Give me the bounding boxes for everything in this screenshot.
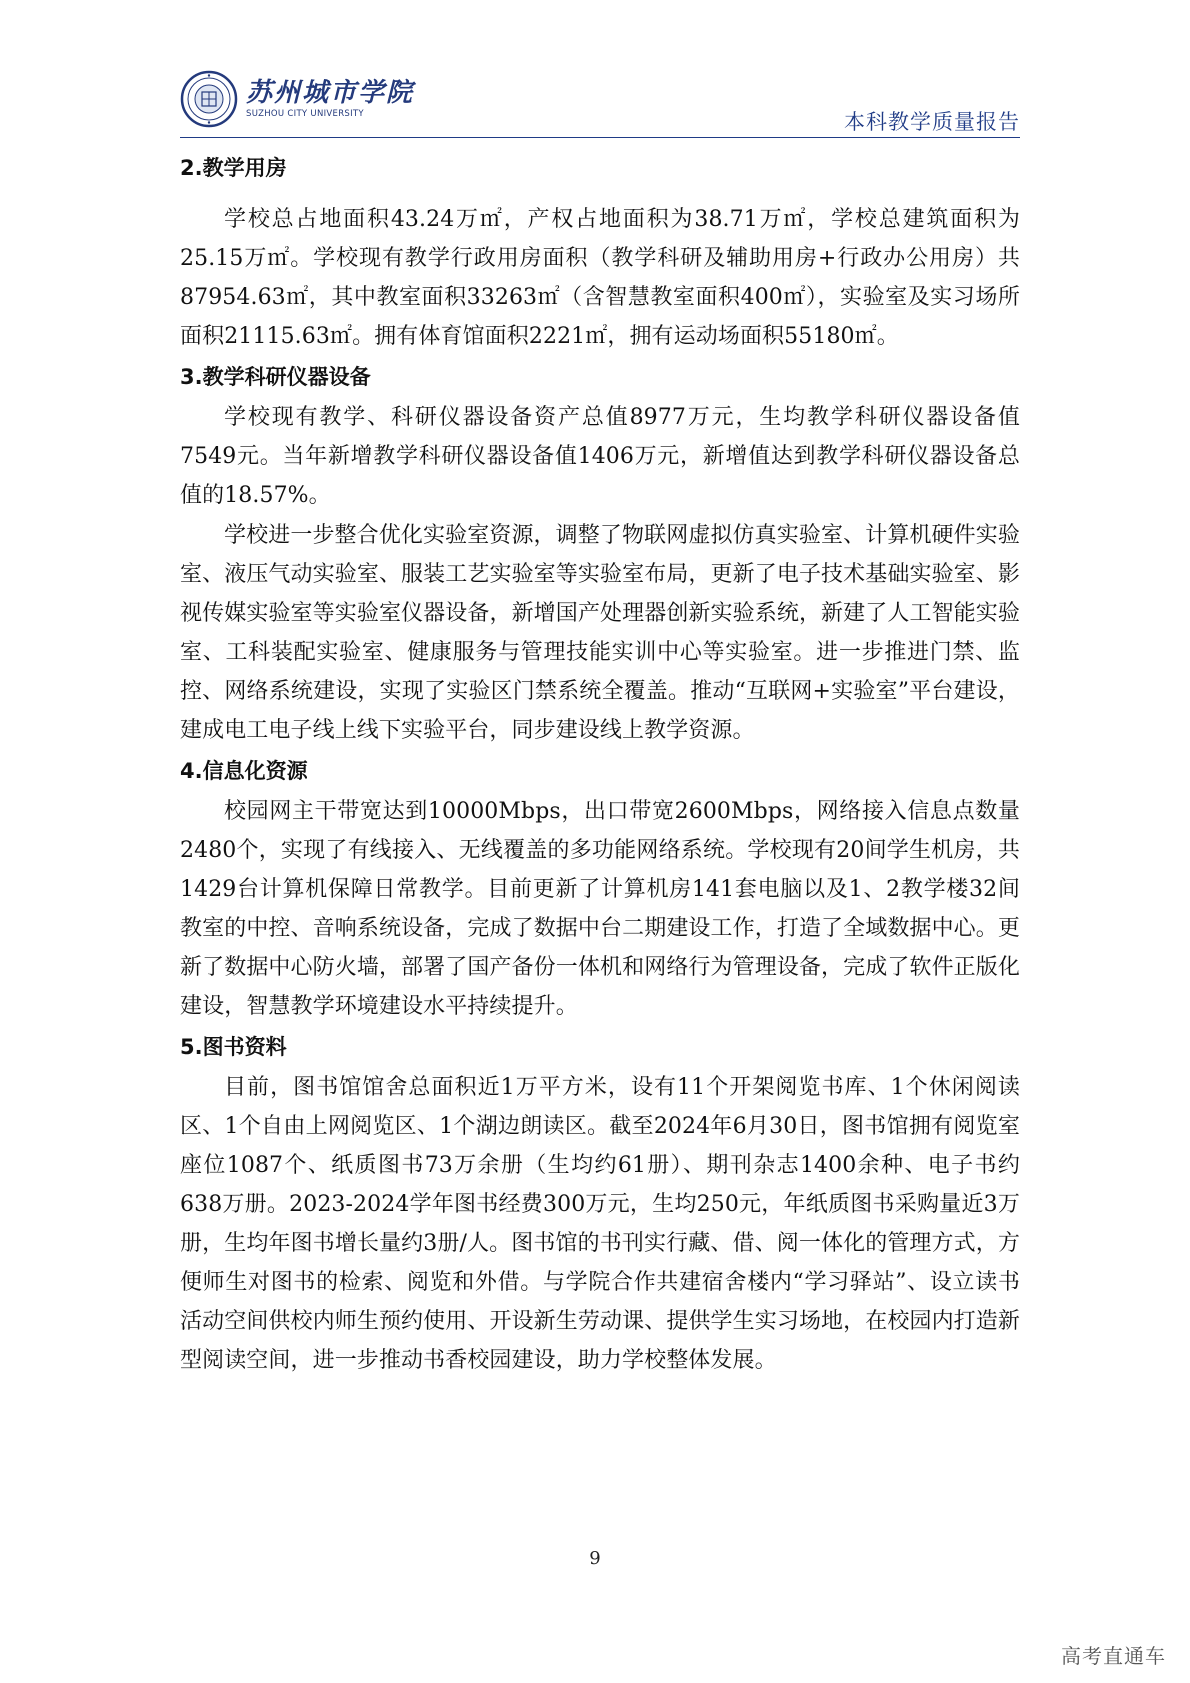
- section-title: 2.教学用房: [180, 156, 287, 180]
- paragraph: 学校进一步整合优化实验室资源，调整了物联网虚拟仿真实验室、计算机硬件实验室、液压气动实验室、服装工艺实验室等实验室布局，更新了电子技术基础实验室、影视传媒实验室等实验室仪器设备，新增国产处理器创新实验系统，新建了人工智能实验室、工科装配实验室、健康服务与管理技能实训中心等实验室。进一步推进门禁、监控、网络系统建设，实现了实验区门禁系统全覆盖。推动“互联网+实验室”平台建设，建成电工电子线上线下实验平台，同步建设线上教学资源。: [180, 523, 1020, 743]
- logo-chinese-name: 苏州城市学院: [246, 78, 415, 108]
- section-title: 4.信息化资源: [180, 759, 308, 783]
- section-teaching-buildings: [180, 148, 1020, 356]
- section-title: 5.图书资料: [180, 1035, 287, 1059]
- page-body: [180, 148, 1020, 1381]
- page-number: 9: [589, 1548, 601, 1569]
- section-title: 3.教学科研仪器设备: [180, 365, 371, 389]
- university-logo: [180, 70, 414, 128]
- paragraph: 学校现有教学、科研仪器设备资产总值8977万元，生均教学科研仪器设备值7549元。当年新增教学科研仪器设备值1406万元，新增值达到教学科研仪器设备总值的18.57%。: [180, 405, 1020, 508]
- paragraph: 校园网主干带宽达到10000Mbps，出口带宽2600Mbps，网络接入信息点数量2480个，实现了有线接入、无线覆盖的多功能网络系统。学校现有20间学生机房，共1429台计算机保障日常教学。目前更新了计算机房141套电脑以及1、2教学楼32间教室的中控、音响系统设备，完成了数据中台二期建设工作，打造了全域数据中心。更新了数据中心防火墙，部署了国产备份一体机和网络行为管理设备，完成了软件正版化建设，智慧教学环境建设水平持续提升。: [180, 799, 1020, 1019]
- header-divider: [180, 137, 1020, 138]
- page-header: [180, 60, 1020, 138]
- university-seal-icon: [180, 70, 238, 128]
- watermark: 高考直通车: [1061, 1644, 1166, 1668]
- paragraph: 学校总占地面积43.24万㎡，产权占地面积为38.71万㎡，学校总建筑面积为25.15万㎡。学校现有教学行政用房面积（教学科研及辅助用房+行政办公用房）共87954.63㎡，其中教室面积33263㎡（含智慧教室面积400㎡），实验室及实习场所面积21115.63㎡。拥有体育馆面积2221㎡，拥有运动场面积55180㎡。: [180, 207, 1020, 349]
- section-information-resources: [180, 751, 1020, 1026]
- paragraph: 目前，图书馆馆舍总面积近1万平方米，设有11个开架阅览书库、1个休闲阅读区、1个自由上网阅览区、1个湖边朗读区。截至2024年6月30日，图书馆拥有阅览室座位1087个、纸质图书73万余册（生均约61册）、期刊杂志1400余种、电子书约638万册。2023-2024学年图书经费300万元，生均250元，年纸质图书采购量近3万册，生均年图书增长量约3册/人。图书馆的书刊实行藏、借、阅一体化的管理方式，方便师生对图书的检索、阅览和外借。与学院合作共建宿舍楼内“学习驿站”、设立读书活动空间供校内师生预约使用、开设新生劳动课、提供学生实习场地，在校园内打造新型阅读空间，进一步推动书香校园建设，助力学校整体发展。: [180, 1075, 1020, 1373]
- report-title: 本科教学质量报告: [844, 110, 1020, 134]
- section-library-resources: [180, 1027, 1020, 1380]
- section-research-equipment: [180, 357, 1020, 750]
- logo-english-name: SUZHOU CITY UNIVERSITY: [246, 109, 364, 119]
